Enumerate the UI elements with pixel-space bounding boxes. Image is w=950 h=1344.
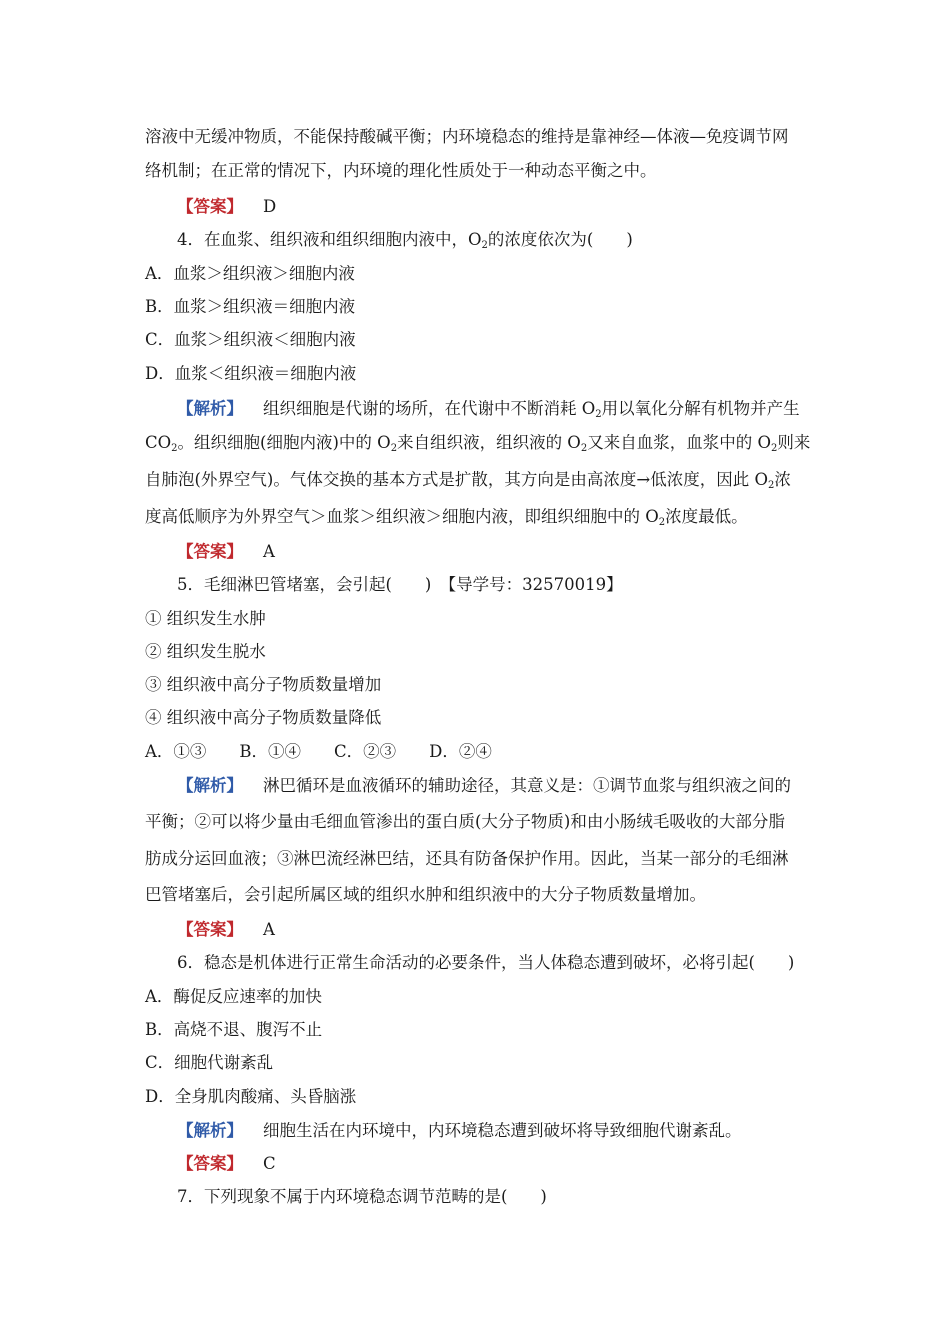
q3-analysis-line-2: 络机制；在正常的情况下，内环境的理化性质处于一种动态平衡之中。 xyxy=(145,161,657,180)
q6-analysis: 【解析】 细胞生活在内环境中，内环境稳态遭到破坏将导致细胞代谢紊乱。 xyxy=(177,1121,742,1140)
q5-analysis-line-4: 巴管堵塞后，会引起所属区域的组织水肿和组织液中的大分子物质数量增加。 xyxy=(145,885,706,904)
answer-tag: 【答案】 xyxy=(177,197,243,216)
q6-answer xyxy=(177,1153,276,1175)
analysis-tag: 【解析】 xyxy=(177,399,243,418)
q5-item-4: ④ 组织液中高分子物质数量降低 xyxy=(145,708,382,727)
q6-option-d: D．全身肌肉酸痛、头昏脑涨 xyxy=(145,1087,357,1106)
q6-option-a: A．酶促反应速率的加快 xyxy=(145,987,322,1006)
q6-option-b: B．高烧不退、腹泻不止 xyxy=(145,1020,323,1039)
analysis-tag: 【解析】 xyxy=(177,776,243,795)
q4-option-c: C．血浆＞组织液＜细胞内液 xyxy=(145,330,356,349)
q5-stem: 5．毛细淋巴管堵塞，会引起( ) 【导学号：32570019】 xyxy=(177,575,623,594)
q5-choices: A．①③ B．①④ C．②③ D．②④ xyxy=(145,742,492,761)
q5-analysis-line-3: 肪成分运回血液；③淋巴流经淋巴结，还具有防备保护作用。因此，当某一部分的毛细淋 xyxy=(145,849,789,868)
q4-answer xyxy=(177,541,275,563)
q4-analysis-line-3: 自肺泡(外界空气)。气体交换的基本方式是扩散，其方向是由高浓度→低浓度，因此 $O_2$浓 xyxy=(145,470,791,491)
q3-answer xyxy=(177,196,276,218)
answer-tag: 【答案】 xyxy=(177,920,243,939)
q4-option-a: A．血浆＞组织液＞细胞内液 xyxy=(145,264,355,283)
answer-value: D xyxy=(263,197,277,216)
q6-stem: 6．稳态是机体进行正常生命活动的必要条件，当人体稳态遭到破坏，必将引起( ) xyxy=(177,953,795,972)
analysis-tag: 【解析】 xyxy=(177,1121,243,1140)
q4-option-d: D．血浆＜组织液＝细胞内液 xyxy=(145,364,357,383)
q4-analysis-line-2: $CO_2$。组织细胞(细胞内液)中的 $O_2$来自组织液，组织液的 $O_2$又来自血浆，血浆中的 $O_2$则来 xyxy=(145,433,811,454)
answer-tag: 【答案】 xyxy=(177,1154,243,1173)
q5-analysis-line-2: 平衡；②可以将少量由毛细血管渗出的蛋白质(大分子物质)和由小肠绒毛吸收的大部分脂 xyxy=(145,812,785,831)
q5-item-2: ② 组织发生脱水 xyxy=(145,642,266,661)
q4-analysis-line-1: 【解析】 组织细胞是代谢的场所，在代谢中不断消耗 $O_2$用以氧化分解有机物并产生 xyxy=(177,399,800,420)
q5-item-3: ③ 组织液中高分子物质数量增加 xyxy=(145,675,382,694)
q4-analysis-line-4: 度高低顺序为外界空气＞血浆＞组织液＞细胞内液，即组织细胞中的 $O_2$浓度最低。 xyxy=(145,507,748,528)
q3-analysis-line-1: 溶液中无缓冲物质，不能保持酸碱平衡；内环境稳态的维持是靠神经—体液—免疫调节网 xyxy=(145,127,789,146)
q5-answer xyxy=(177,919,275,941)
q5-item-1: ① 组织发生水肿 xyxy=(145,609,266,628)
q5-analysis-line-1: 【解析】 淋巴循环是血液循环的辅助途径，其意义是：①调节血浆与组织液之间的 xyxy=(177,776,791,795)
answer-value: A xyxy=(263,920,275,939)
answer-tag: 【答案】 xyxy=(177,542,243,561)
q4-stem: 4．在血浆、组织液和组织细胞内液中，$O_2$的浓度依次为( ) xyxy=(177,230,633,251)
answer-value: C xyxy=(263,1154,276,1173)
q6-option-c: C．细胞代谢紊乱 xyxy=(145,1053,274,1072)
q7-stem: 7．下列现象不属于内环境稳态调节范畴的是( ) xyxy=(177,1187,547,1206)
q4-option-b: B．血浆＞组织液＝细胞内液 xyxy=(145,297,356,316)
answer-value: A xyxy=(263,542,275,561)
